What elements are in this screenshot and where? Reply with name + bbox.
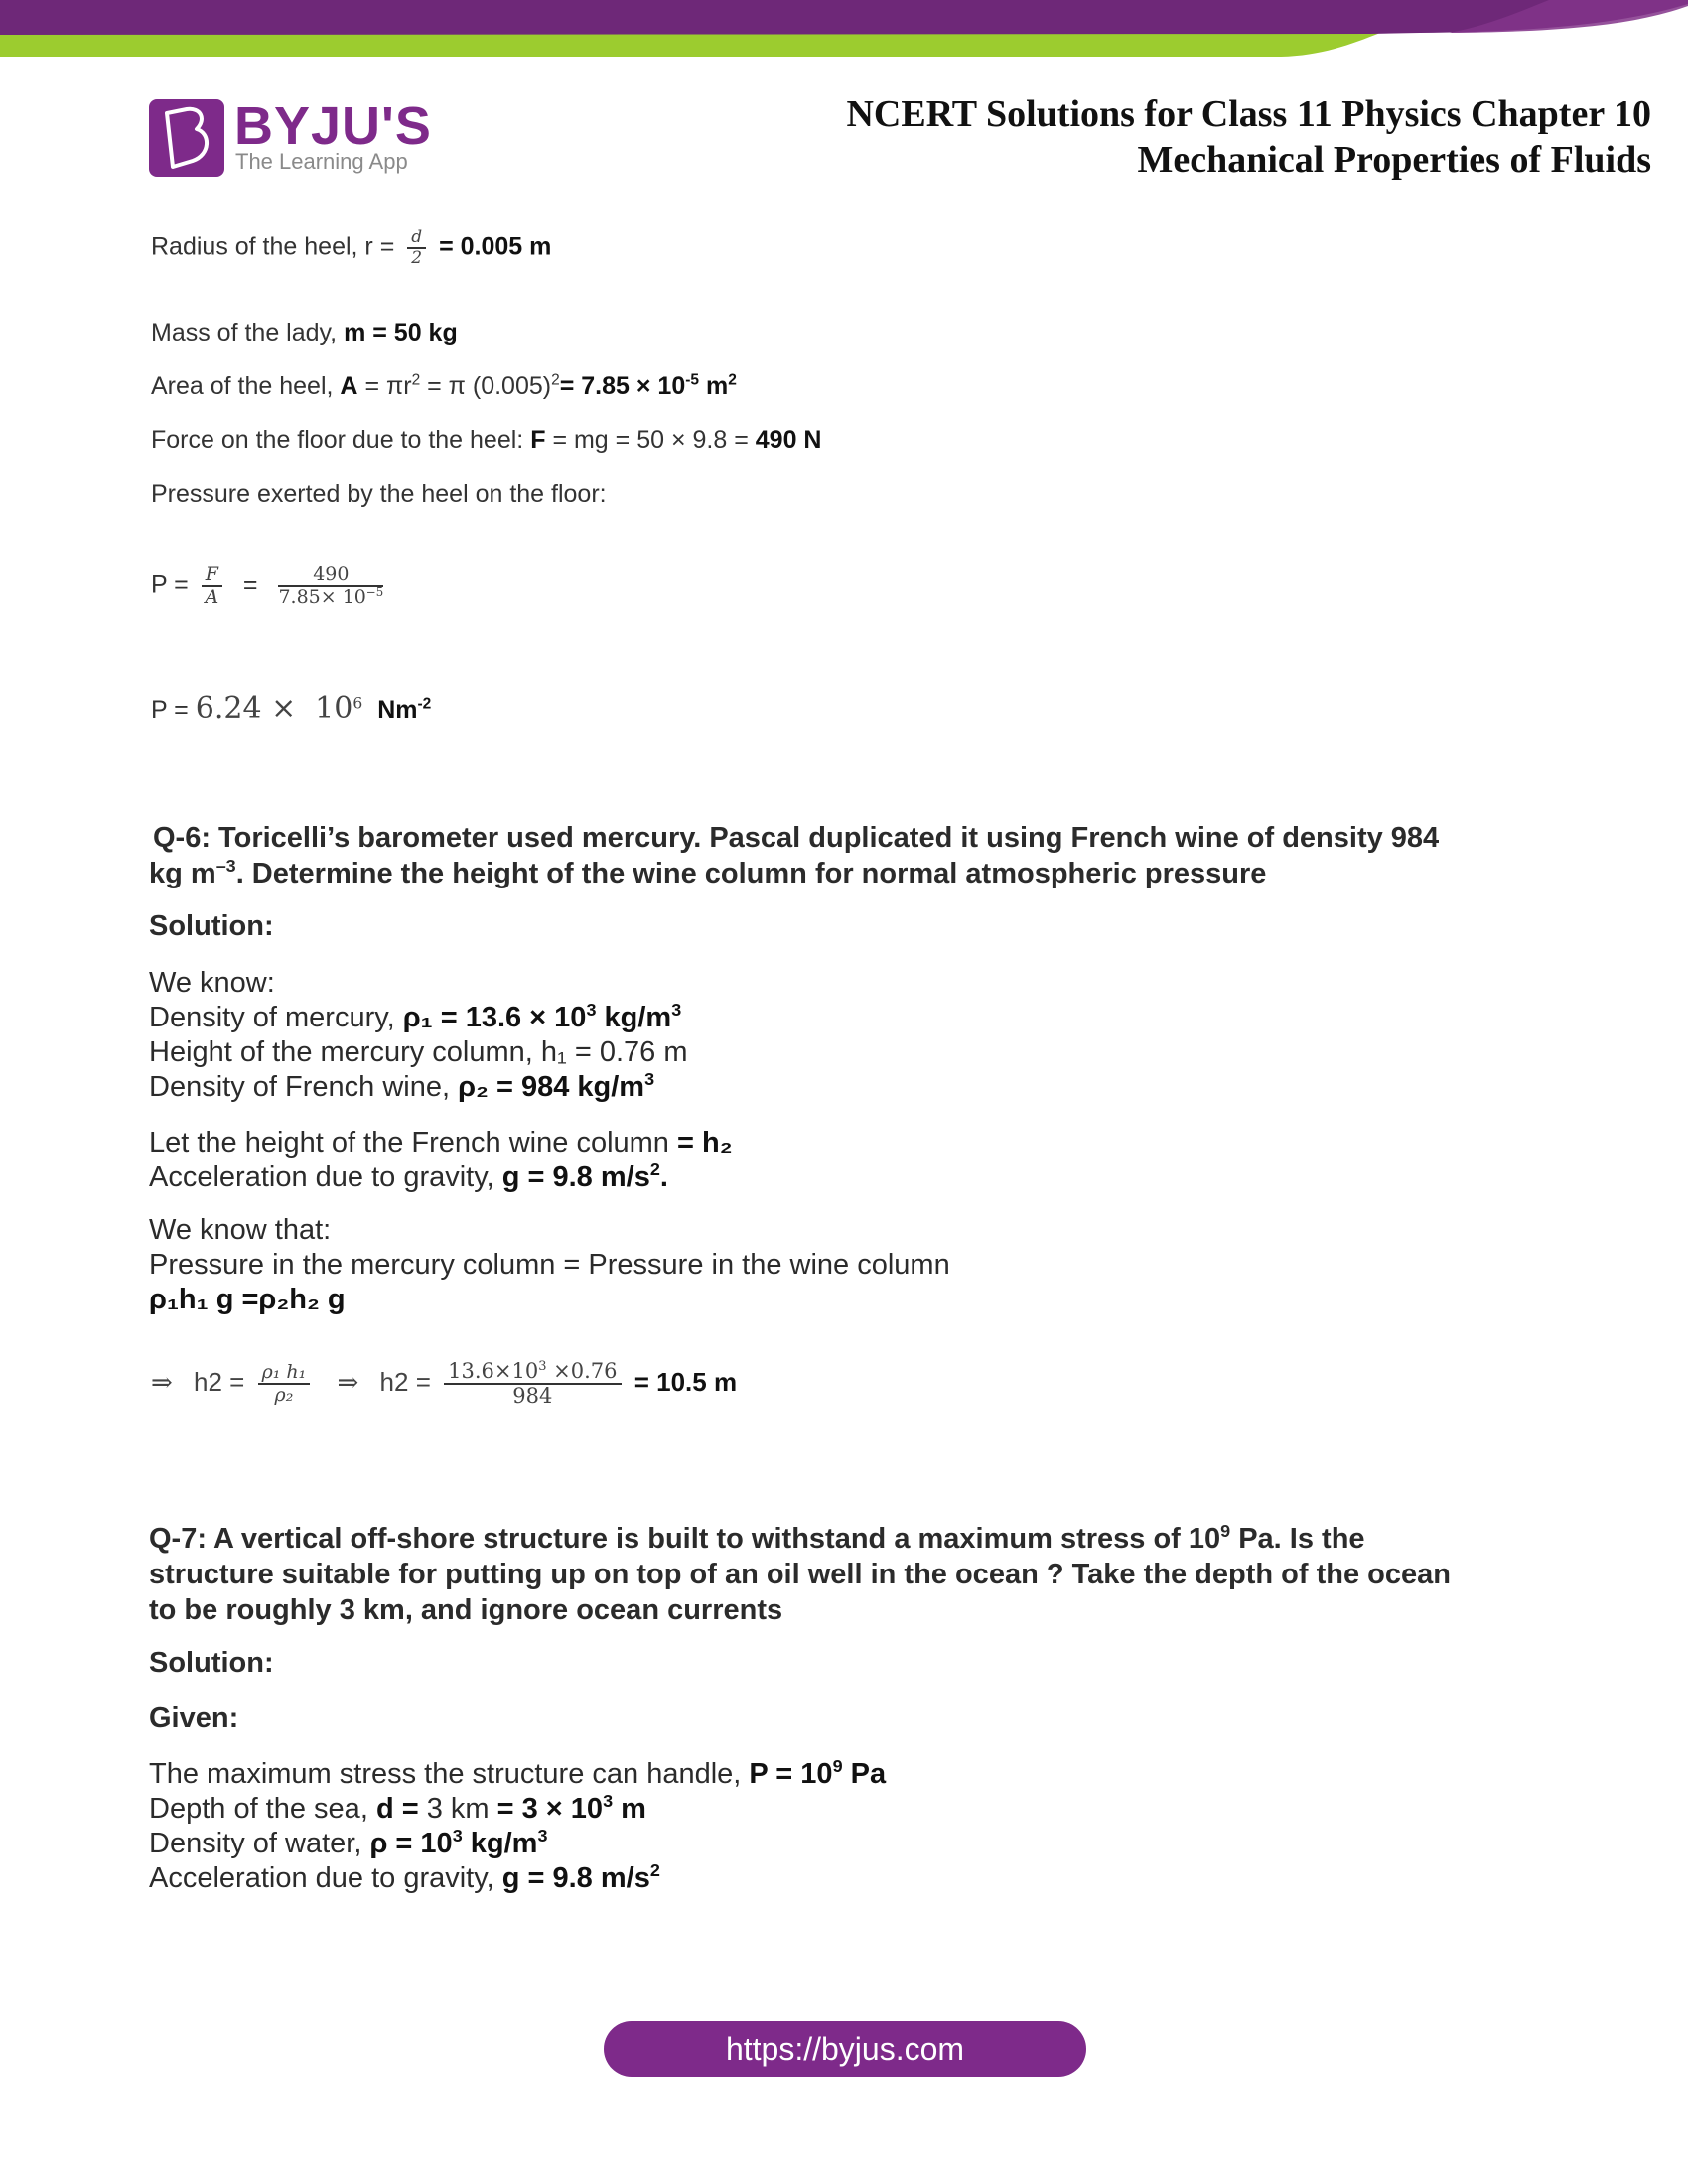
wine-height-equation [151,1360,737,1408]
pressure-result-prefix: P = [151,696,189,724]
unit-exponent: 3 [644,1069,655,1090]
area-expression-2: = π (0.005) [427,372,552,400]
gravity-value: g = 9.8 m/s [501,1161,650,1193]
q6-unit: kg m [149,858,216,889]
area-label: Area of the heel, [151,372,334,400]
gravity-value: g = 9.8 m/s [501,1862,650,1894]
wine-height-label: Let the height of the French wine column [149,1127,669,1159]
byjus-b-icon [149,99,224,177]
pressure-result [151,691,431,726]
pressure-unit-exponent: -2 [417,695,432,713]
fraction-numerator: 490 [278,564,383,587]
water-density-line [149,1827,886,1861]
denominator-base: 7.85× 10 [278,585,366,608]
balance-equation: ρ₁h₁ g =ρ₂h₂ g [149,1284,346,1315]
fraction-denominator: 2 [411,247,423,268]
force-line [151,426,821,455]
max-stress-exponent: 9 [832,1756,843,1777]
q6-given-block [149,966,688,1105]
gravity-exponent: 2 [649,1860,660,1881]
q6-solution-heading: Solution: [149,910,274,942]
f-over-a-fraction [202,564,222,608]
force-result: 490 N [755,426,822,454]
we-know-that-label: We know that: [149,1214,332,1246]
title-line-1: NCERT Solutions for Class 11 Physics Chapter 10 [846,93,1651,135]
mercury-height-line: Height of the mercury column, h₁ = 0.76 m [149,1036,688,1068]
depth-line [149,1792,886,1827]
fraction-numerator: F [202,564,222,587]
denominator-exponent: −5 [365,584,384,599]
q7-exponent: 9 [1220,1521,1231,1542]
q7-line-1-end: Pa. Is the [1230,1523,1365,1555]
header-band [0,0,1688,62]
byjus-website-link[interactable]: https://byjus.com [604,2021,1086,2077]
force-label: Force on the floor due to the heel: [151,426,524,454]
wine-height-result: = 10.5 m [633,1366,738,1397]
max-stress-line [149,1757,886,1792]
water-density-unit: kg/m [462,1828,538,1859]
unit-exponent: 3 [671,1000,682,1021]
pressure-value-fraction [278,564,383,608]
force-symbol: F [530,426,546,454]
question-6-line-2 [149,856,1539,891]
mercury-density-exponent: 3 [586,1000,597,1021]
mercury-density-unit: kg/m [604,1002,672,1033]
area-result: = 7.85 × 10 [559,372,686,400]
implies-arrow: ⇒ [151,1367,173,1398]
fraction-denominator: A [205,585,219,608]
mass-label: Mass of the lady, [151,319,338,346]
fraction-numerator: d [407,228,426,249]
question-6-line-1: Q-6: Toricelli’s barometer used mercury. Pascal duplicated it using French wine of density 984 [153,822,1440,854]
we-know-label: We know: [149,967,275,999]
mass-value: m = 50 kg [344,319,458,346]
equals-sign: = [242,570,258,599]
numerator-exponent: 3 [538,1359,547,1375]
force-expression: = mg = 50 × 9.8 = [552,426,749,454]
q6-unit-exponent: –3 [215,856,236,877]
gravity-line [149,1160,733,1195]
water-density-exponent: 3 [452,1826,463,1846]
question-7-line-2: structure suitable for putting up on top of an oil well in the ocean ? Take the depth of the ocean [149,1559,1451,1590]
fraction-numerator [444,1360,621,1385]
gravity-exponent: 2 [649,1160,660,1180]
depth-symbol: d = [375,1793,419,1825]
mercury-density-label: Density of mercury, [149,1002,395,1033]
wine-density-label: Density of French wine, [149,1071,451,1103]
water-density-value: ρ = 10 [369,1828,453,1859]
max-stress-value: P = 10 [749,1758,833,1790]
radius-label: Radius of the heel, r = [151,232,395,261]
radius-line [151,228,551,267]
implies-arrow: ⇒ [337,1367,359,1398]
depth-unit: m [613,1793,646,1825]
fraction-denominator: ρ₂ [274,1384,294,1407]
mercury-density-line [149,1001,688,1035]
water-density-label: Density of water, [149,1828,362,1859]
gravity-label: Acceleration due to gravity, [149,1161,494,1193]
pressure-label-line [151,480,607,509]
question-7-line-1 [149,1521,1539,1557]
q6-relation-block [149,1213,950,1317]
mercury-density-value: ρ₁ = 13.6 × 10 [402,1002,587,1033]
pressure-base: 10 [315,691,353,726]
question-7-line-3: to be roughly 3 km, and ignore ocean currents [149,1594,783,1626]
area-expression: = πr [364,372,412,400]
pressure-mantissa: 6.24 × [195,691,297,726]
max-stress-unit: Pa [842,1758,887,1790]
logo-tagline: The Learning App [235,149,408,174]
wine-density-value: ρ₂ = 984 kg/m [458,1071,645,1103]
radius-fraction [407,228,426,267]
radius-value: = 0.005 m [439,232,552,261]
wine-height-line [149,1126,733,1160]
fraction-denominator: 984 [512,1384,553,1409]
pressure-equality-line: Pressure in the mercury column = Pressure in the wine column [149,1249,950,1281]
fraction-numerator: ρ₁ h₁ [258,1362,311,1385]
area-unit: m [705,372,729,400]
numerator-part-2: ×0.76 [546,1359,618,1383]
pressure-exponent: 6 [352,694,363,713]
h2-equals: h2 = [194,1366,245,1397]
q7-given-block [149,1757,886,1896]
numerator-part-1: 13.6×10 [448,1359,539,1383]
pressure-label: Pressure exerted by the heel on the floor: [151,480,607,508]
pressure-unit: Nm [377,696,418,724]
title-line-2: Mechanical Properties of Fluids [1137,139,1651,181]
gravity-line [149,1861,886,1896]
max-stress-label: The maximum stress the structure can handle, [149,1758,742,1790]
q6-unknown-block [149,1126,733,1195]
question-7 [149,1521,1539,1628]
logo-wordmark: BYJU'S [234,96,432,156]
depth-label: Depth of the sea, [149,1793,368,1825]
question-6 [149,820,1539,891]
h2-equals: h2 = [379,1366,431,1397]
byjus-logo[interactable] [149,96,437,181]
q7-line-1-text: Q-7: A vertical off-shore structure is built to withstand a maximum stress of 10 [149,1523,1221,1555]
numeric-fraction [444,1360,621,1408]
area-symbol: A [340,372,358,400]
q6-line-2-text: . Determine the height of the wine column for normal atmospheric pressure [235,858,1267,889]
rho-h-fraction [258,1362,311,1406]
unit-exponent: 3 [537,1826,548,1846]
wine-height-symbol: = h₂ [677,1127,733,1159]
depth-exponent: 3 [603,1791,614,1812]
gravity-label: Acceleration due to gravity, [149,1862,494,1894]
q7-given-heading: Given: [149,1703,239,1734]
mass-line [151,319,458,347]
area-exponent: -5 [685,371,700,389]
area-line: Area of the heel, $A = \pi r^2 = \pi$ $(0.005)^2= 7.85 \times 10^{-5}$ $m^2$ [151,371,737,400]
fraction-denominator [278,584,384,608]
document-title [846,91,1651,183]
period: . [659,1161,668,1193]
depth-value: = 3 × 10 [496,1793,604,1825]
pressure-eq-prefix: P = [151,570,189,599]
q7-solution-heading: Solution: [149,1647,274,1679]
depth-km: 3 km [418,1793,497,1825]
pressure-equation [151,564,389,608]
wine-density-line [149,1070,688,1105]
